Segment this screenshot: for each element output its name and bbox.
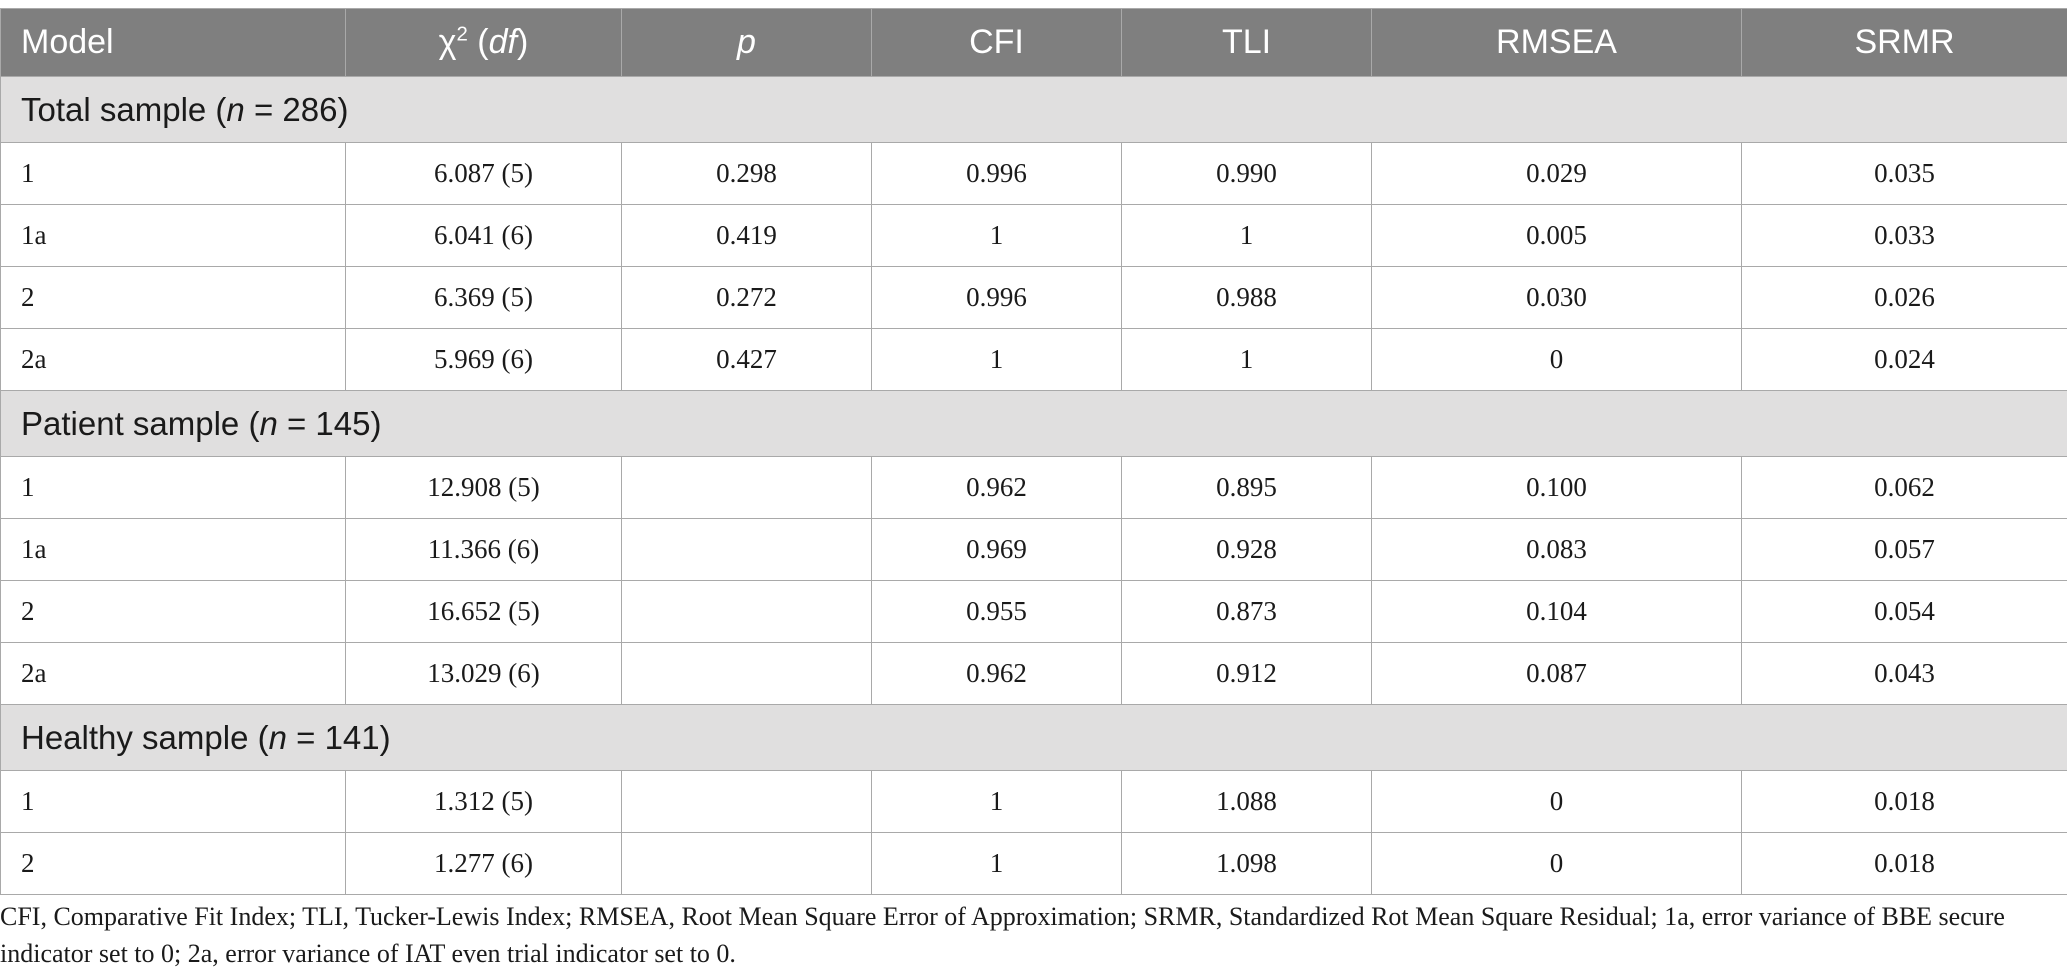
table-row — [1, 643, 2067, 705]
cell-srmr: 0.018 — [1742, 833, 2067, 895]
cell-cfi: 0.962 — [872, 457, 1122, 519]
section-header-row — [1, 77, 2067, 143]
chi-symbol: χ — [438, 23, 457, 61]
cell-chi: 5.969 (6) — [346, 329, 622, 391]
header-cfi: CFI — [872, 9, 1122, 77]
chi-superscript: 2 — [456, 23, 468, 46]
header-tli: TLI — [1122, 9, 1372, 77]
cell-model: 1a — [1, 205, 346, 267]
section-label-text: Healthy sample ( — [21, 718, 269, 756]
table-row — [1, 833, 2067, 895]
cell-cfi: 0.996 — [872, 143, 1122, 205]
table-row — [1, 329, 2067, 391]
cell-srmr: 0.043 — [1742, 643, 2067, 705]
cell-cfi: 1 — [872, 771, 1122, 833]
cell-srmr: 0.062 — [1742, 457, 2067, 519]
cell-srmr: 0.026 — [1742, 267, 2067, 329]
cell-model: 2a — [1, 329, 346, 391]
header-p: p — [622, 9, 872, 77]
cell-rmsea: 0.005 — [1372, 205, 1742, 267]
cell-model: 1 — [1, 771, 346, 833]
table-row — [1, 267, 2067, 329]
cell-model: 2 — [1, 581, 346, 643]
section-label-n: n — [226, 90, 245, 128]
cell-rmsea: 0.083 — [1372, 519, 1742, 581]
cell-chi: 6.369 (5) — [346, 267, 622, 329]
section-label-text: Patient sample ( — [21, 404, 260, 442]
cell-srmr: 0.057 — [1742, 519, 2067, 581]
section-label-n: n — [268, 718, 287, 756]
table-footnote: CFI, Comparative Fit Index; TLI, Tucker-Lewis Index; RMSEA, Root Mean Square Error of Approximation; SRMR, Standardized Rot Mean Square Residual; 1a, error variance of BBE secure indicator set to 0; 2a, error variance of IAT even trial indicator set to 0. — [0, 902, 2005, 968]
cell-cfi: 0.996 — [872, 267, 1122, 329]
cell-p: 0.427 — [622, 329, 872, 391]
cell-srmr: 0.035 — [1742, 143, 2067, 205]
cell-p — [622, 771, 872, 833]
cell-tli: 1.088 — [1122, 771, 1372, 833]
cell-tli: 0.928 — [1122, 519, 1372, 581]
table-row — [1, 205, 2067, 267]
cell-rmsea: 0.029 — [1372, 143, 1742, 205]
cell-rmsea: 0 — [1372, 833, 1742, 895]
cell-chi: 1.277 (6) — [346, 833, 622, 895]
cell-cfi: 0.969 — [872, 519, 1122, 581]
cell-p: 0.272 — [622, 267, 872, 329]
table-row — [1, 771, 2067, 833]
cell-tli: 0.912 — [1122, 643, 1372, 705]
cell-chi: 1.312 (5) — [346, 771, 622, 833]
chi-df: df — [488, 23, 517, 61]
cell-model: 2 — [1, 267, 346, 329]
section-header-row — [1, 391, 2067, 457]
cell-cfi: 1 — [872, 833, 1122, 895]
section-label — [1, 77, 2067, 143]
header-model: Model — [1, 9, 346, 77]
cell-rmsea: 0.100 — [1372, 457, 1742, 519]
cell-chi: 12.908 (5) — [346, 457, 622, 519]
cell-tli: 0.873 — [1122, 581, 1372, 643]
header-srmr: SRMR — [1742, 9, 2067, 77]
cell-rmsea: 0 — [1372, 771, 1742, 833]
section-label-n: n — [259, 404, 278, 442]
cell-chi: 6.087 (5) — [346, 143, 622, 205]
cell-cfi: 0.962 — [872, 643, 1122, 705]
cell-srmr: 0.033 — [1742, 205, 2067, 267]
cell-tli: 0.895 — [1122, 457, 1372, 519]
section-label — [1, 705, 2067, 771]
table-row — [1, 519, 2067, 581]
cell-cfi: 0.955 — [872, 581, 1122, 643]
cell-p — [622, 581, 872, 643]
cell-p — [622, 643, 872, 705]
cell-chi: 6.041 (6) — [346, 205, 622, 267]
cell-p — [622, 519, 872, 581]
cell-chi: 16.652 (5) — [346, 581, 622, 643]
cell-rmsea: 0 — [1372, 329, 1742, 391]
cell-p — [622, 833, 872, 895]
cell-tli: 1 — [1122, 205, 1372, 267]
cell-rmsea: 0.104 — [1372, 581, 1742, 643]
section-label-count: = 141) — [286, 718, 391, 756]
section-label — [1, 391, 2067, 457]
fit-indices-table — [0, 8, 2067, 895]
cell-p: 0.298 — [622, 143, 872, 205]
cell-rmsea: 0.030 — [1372, 267, 1742, 329]
cell-tli: 0.990 — [1122, 143, 1372, 205]
header-rmsea: RMSEA — [1372, 9, 1742, 77]
table-row — [1, 581, 2067, 643]
table-body — [1, 77, 2067, 895]
table-row — [1, 457, 2067, 519]
cell-cfi: 1 — [872, 205, 1122, 267]
cell-tli: 1 — [1122, 329, 1372, 391]
section-label-count: = 286) — [244, 90, 349, 128]
cell-tli: 0.988 — [1122, 267, 1372, 329]
cell-srmr: 0.018 — [1742, 771, 2067, 833]
cell-chi: 13.029 (6) — [346, 643, 622, 705]
cell-model: 1 — [1, 457, 346, 519]
cell-model: 1a — [1, 519, 346, 581]
table-header-row — [1, 9, 2067, 77]
cell-model: 2 — [1, 833, 346, 895]
cell-tli: 1.098 — [1122, 833, 1372, 895]
cell-srmr: 0.054 — [1742, 581, 2067, 643]
cell-srmr: 0.024 — [1742, 329, 2067, 391]
section-header-row — [1, 705, 2067, 771]
cell-model: 2a — [1, 643, 346, 705]
section-label-count: = 145) — [277, 404, 382, 442]
section-label-text: Total sample ( — [21, 90, 227, 128]
cell-p — [622, 457, 872, 519]
cell-chi: 11.366 (6) — [346, 519, 622, 581]
cell-p: 0.419 — [622, 205, 872, 267]
cell-model: 1 — [1, 143, 346, 205]
cell-cfi: 1 — [872, 329, 1122, 391]
header-chi-square: $\chi^2$ (df) — [346, 9, 622, 77]
table-row — [1, 143, 2067, 205]
cell-rmsea: 0.087 — [1372, 643, 1742, 705]
